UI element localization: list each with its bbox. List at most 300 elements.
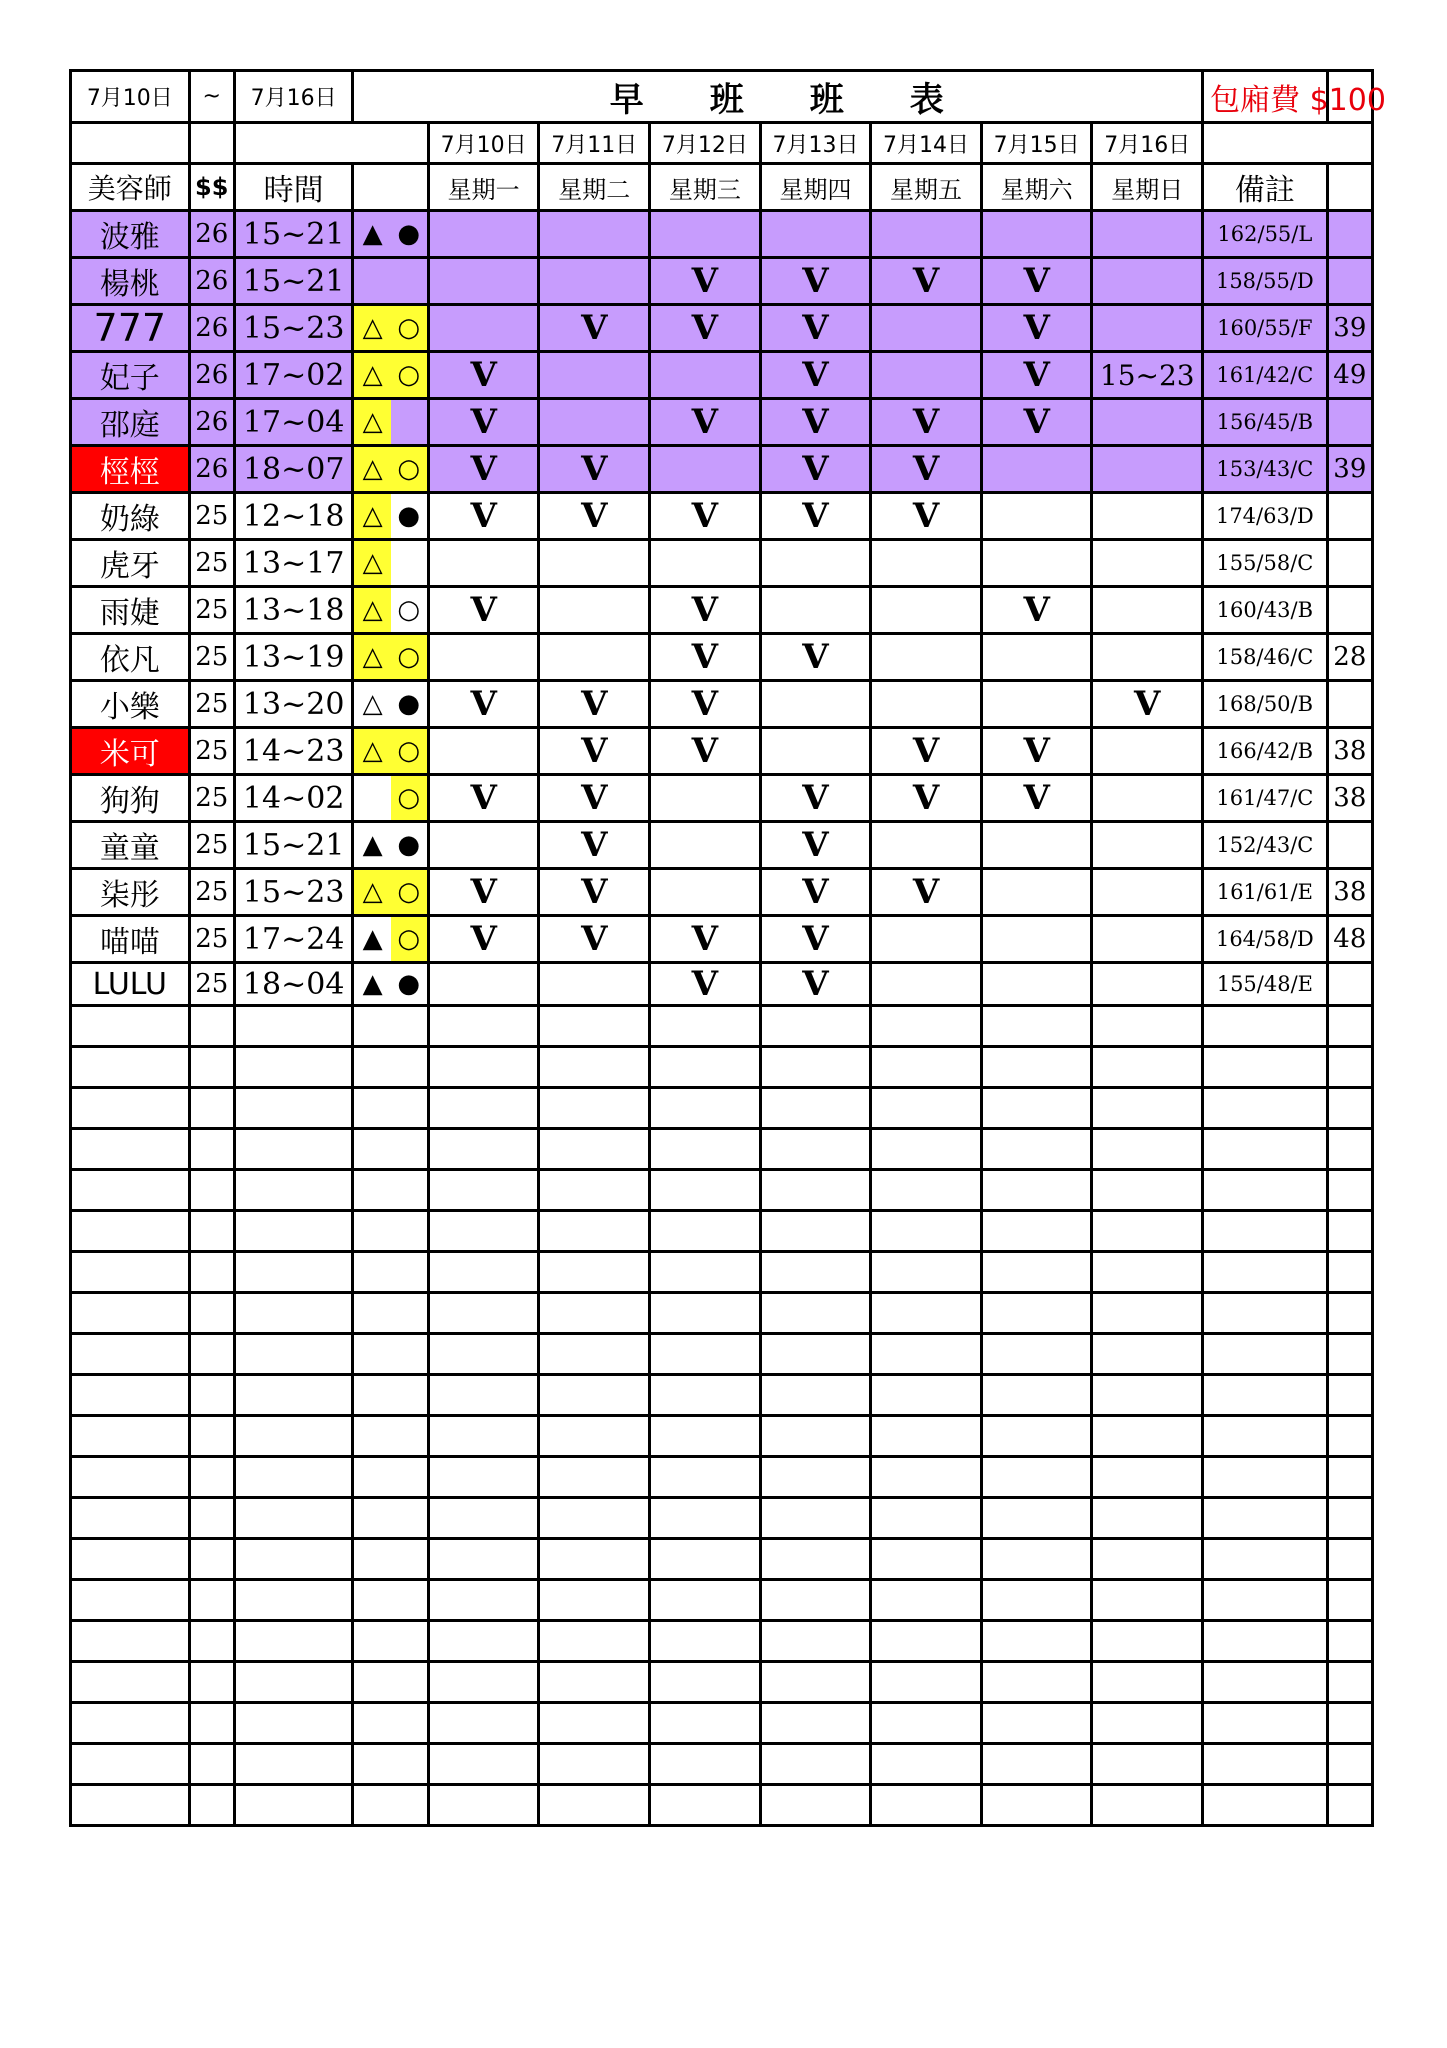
symbol-mark: ○ xyxy=(391,353,427,397)
blank-cell xyxy=(1203,1293,1328,1334)
blank-cell xyxy=(760,1703,871,1744)
blank-cell xyxy=(981,1662,1092,1703)
symbol-mark: ▲ xyxy=(362,969,383,999)
day-mark xyxy=(428,634,539,681)
blank-cell xyxy=(1092,1785,1203,1826)
blank-cell xyxy=(234,1211,353,1252)
table-row xyxy=(71,822,1373,869)
rate-value: 25 xyxy=(189,540,234,587)
extra-value: 38 xyxy=(1327,728,1372,775)
symbol-mark: △ xyxy=(354,306,390,350)
day-mark: V xyxy=(428,775,539,822)
blank-cell xyxy=(189,1539,234,1580)
blank-cell xyxy=(1092,1416,1203,1457)
blank-cell xyxy=(650,1703,761,1744)
blank-cell xyxy=(760,1047,871,1088)
blank-cell xyxy=(650,1621,761,1662)
day-mark xyxy=(650,775,761,822)
day-mark: V xyxy=(871,775,982,822)
blank-cell xyxy=(353,164,428,211)
blank-cell xyxy=(871,1170,982,1211)
day-mark xyxy=(981,963,1092,1006)
blank-cell xyxy=(650,1457,761,1498)
day-mark: V xyxy=(871,493,982,540)
symbol-mark: △ xyxy=(354,870,390,914)
blank-cell xyxy=(234,1703,353,1744)
blank-cell xyxy=(1203,1252,1328,1293)
day-mark: V xyxy=(760,258,871,305)
blank-cell xyxy=(1327,1375,1372,1416)
blank-cell xyxy=(760,1580,871,1621)
blank-cell xyxy=(1327,1744,1372,1785)
blank-cell xyxy=(981,1211,1092,1252)
day-mark: V xyxy=(981,587,1092,634)
empty-row xyxy=(71,1703,1373,1744)
blank-cell xyxy=(234,1088,353,1129)
symbol-mark: △ xyxy=(362,689,383,719)
blank-cell xyxy=(71,1416,190,1457)
blank-cell xyxy=(760,1006,871,1047)
blank-cell xyxy=(353,1703,428,1744)
day-mark: V xyxy=(760,869,871,916)
day-mark xyxy=(1092,728,1203,775)
empty-row xyxy=(71,1252,1373,1293)
day-mark: V xyxy=(871,258,982,305)
blank-cell xyxy=(353,1047,428,1088)
blank-cell xyxy=(760,1621,871,1662)
blank-cell xyxy=(353,1744,428,1785)
blank-cell xyxy=(234,1457,353,1498)
day-mark xyxy=(871,352,982,399)
blank-cell xyxy=(539,1580,650,1621)
symbol-cell xyxy=(353,305,428,352)
day-mark: V xyxy=(981,352,1092,399)
blank-cell xyxy=(1327,1785,1372,1826)
blank-cell xyxy=(760,1785,871,1826)
empty-row xyxy=(71,1416,1373,1457)
blank-cell xyxy=(871,1211,982,1252)
blank-cell xyxy=(71,1334,190,1375)
day-mark xyxy=(871,916,982,963)
day-mark xyxy=(981,446,1092,493)
day-mark: V xyxy=(871,869,982,916)
day-mark xyxy=(981,634,1092,681)
symbol-mark: ○ xyxy=(391,306,427,350)
blank-cell xyxy=(1203,1047,1328,1088)
day-mark: V xyxy=(760,963,871,1006)
blank-cell xyxy=(189,1293,234,1334)
blank-cell xyxy=(871,1375,982,1416)
blank-cell xyxy=(981,1785,1092,1826)
title-char: 班 xyxy=(709,80,746,120)
blank-cell xyxy=(981,1580,1092,1621)
beautician-name: 777 xyxy=(71,305,190,352)
beautician-name: 柒彤 xyxy=(71,869,190,916)
table-row xyxy=(71,681,1373,728)
blank-cell xyxy=(760,1662,871,1703)
day-mark xyxy=(760,540,871,587)
table-row xyxy=(71,352,1373,399)
day-mark: V xyxy=(760,399,871,446)
blank-cell xyxy=(1327,1170,1372,1211)
shift-time: 18~04 xyxy=(234,963,353,1006)
blank-cell xyxy=(234,1293,353,1334)
column-header-beautician: 美容師 xyxy=(71,164,190,211)
empty-row xyxy=(71,1744,1373,1785)
note-value: 160/43/B xyxy=(1203,587,1328,634)
day-mark xyxy=(981,540,1092,587)
blank-cell xyxy=(1092,1703,1203,1744)
blank-cell xyxy=(71,1703,190,1744)
blank-cell xyxy=(353,1539,428,1580)
day-mark xyxy=(428,258,539,305)
schedule-table xyxy=(69,69,1386,1827)
blank-cell xyxy=(71,1293,190,1334)
shift-time: 13~17 xyxy=(234,540,353,587)
blank-cell xyxy=(1092,1088,1203,1129)
day-mark: V xyxy=(871,728,982,775)
blank-cell xyxy=(1092,1334,1203,1375)
day-mark xyxy=(981,681,1092,728)
blank-cell xyxy=(760,1334,871,1375)
blank-cell xyxy=(981,1457,1092,1498)
shift-time: 12~18 xyxy=(234,493,353,540)
blank-cell xyxy=(234,1416,353,1457)
blank-cell xyxy=(353,1375,428,1416)
blank-cell xyxy=(353,1211,428,1252)
note-value: 158/46/C xyxy=(1203,634,1328,681)
blank-cell xyxy=(428,1170,539,1211)
blank-cell xyxy=(539,1170,650,1211)
symbol-mark: ▲ xyxy=(362,219,383,249)
table-row xyxy=(71,493,1373,540)
rate-value: 26 xyxy=(189,258,234,305)
day-mark xyxy=(1092,587,1203,634)
title-char: 早 xyxy=(609,80,646,120)
blank-cell xyxy=(1092,1498,1203,1539)
empty-row xyxy=(71,1375,1373,1416)
shift-time: 14~02 xyxy=(234,775,353,822)
table-row xyxy=(71,446,1373,493)
day-mark xyxy=(428,728,539,775)
blank-cell xyxy=(428,1088,539,1129)
day-mark xyxy=(650,352,761,399)
symbol-mark: ○ xyxy=(391,729,427,773)
symbol-mark: ● xyxy=(397,219,421,249)
day-mark xyxy=(428,822,539,869)
blank-cell xyxy=(1203,1211,1328,1252)
blank-cell xyxy=(71,1211,190,1252)
day-mark: V xyxy=(650,728,761,775)
blank-cell xyxy=(871,1252,982,1293)
symbol-mark: ● xyxy=(397,830,421,860)
blank-cell xyxy=(1203,1580,1328,1621)
shift-time: 17~24 xyxy=(234,916,353,963)
rate-value: 25 xyxy=(189,822,234,869)
blank-cell xyxy=(189,1047,234,1088)
blank-cell xyxy=(871,1539,982,1580)
blank-cell xyxy=(871,1334,982,1375)
blank-cell xyxy=(71,123,190,164)
day-mark xyxy=(539,587,650,634)
blank-cell xyxy=(1327,1252,1372,1293)
blank-cell xyxy=(981,1252,1092,1293)
blank-cell xyxy=(1203,1662,1328,1703)
blank-cell xyxy=(1327,164,1372,211)
beautician-name: 狗狗 xyxy=(71,775,190,822)
day-mark xyxy=(1092,963,1203,1006)
beautician-name: 妃子 xyxy=(71,352,190,399)
empty-row xyxy=(71,1580,1373,1621)
day-mark xyxy=(650,211,761,258)
blank-cell xyxy=(1203,1744,1328,1785)
empty-row xyxy=(71,1088,1373,1129)
beautician-name: 虎牙 xyxy=(71,540,190,587)
symbol-cell xyxy=(353,728,428,775)
blank-cell xyxy=(71,1006,190,1047)
blank-cell xyxy=(871,1662,982,1703)
blank-cell xyxy=(871,1744,982,1785)
day-mark: V xyxy=(760,916,871,963)
day-mark: V xyxy=(539,728,650,775)
blank-cell xyxy=(760,1211,871,1252)
day-mark xyxy=(1092,258,1203,305)
day-mark xyxy=(539,399,650,446)
blank-cell xyxy=(1327,1129,1372,1170)
blank-cell xyxy=(1203,1621,1328,1662)
blank-cell xyxy=(539,1662,650,1703)
rate-value: 25 xyxy=(189,775,234,822)
blank-cell xyxy=(871,1498,982,1539)
day-mark: V xyxy=(650,399,761,446)
symbol-mark: ○ xyxy=(397,595,421,625)
day-mark xyxy=(650,540,761,587)
extra-value: 39 xyxy=(1327,446,1372,493)
symbol-cell xyxy=(353,446,428,493)
day-date: 7月11日 xyxy=(539,123,650,164)
extra-value xyxy=(1327,493,1372,540)
symbol-cell xyxy=(353,493,428,540)
blank-cell xyxy=(539,1498,650,1539)
note-value: 153/43/C xyxy=(1203,446,1328,493)
day-weekday: 星期六 xyxy=(981,164,1092,211)
blank-cell xyxy=(189,1580,234,1621)
symbol-mark: ○ xyxy=(391,917,427,961)
day-mark xyxy=(428,305,539,352)
note-value: 161/42/C xyxy=(1203,352,1328,399)
blank-cell xyxy=(71,1252,190,1293)
empty-row xyxy=(71,1662,1373,1703)
blank-cell xyxy=(189,1211,234,1252)
symbol-mark xyxy=(391,541,427,585)
symbol-mark: ○ xyxy=(391,776,427,820)
blank-cell xyxy=(353,1785,428,1826)
blank-cell xyxy=(353,1457,428,1498)
blank-cell xyxy=(981,1539,1092,1580)
symbol-cell xyxy=(353,634,428,681)
blank-cell xyxy=(981,1744,1092,1785)
blank-cell xyxy=(981,1703,1092,1744)
blank-cell xyxy=(1327,1621,1372,1662)
blank-cell xyxy=(71,1375,190,1416)
blank-cell xyxy=(189,1088,234,1129)
day-mark: V xyxy=(650,587,761,634)
blank-cell xyxy=(871,1416,982,1457)
table-row xyxy=(71,305,1373,352)
blank-cell xyxy=(1203,1457,1328,1498)
symbol-mark: ○ xyxy=(391,447,427,491)
rate-value: 25 xyxy=(189,869,234,916)
blank-cell xyxy=(760,1129,871,1170)
blank-cell xyxy=(539,1047,650,1088)
symbol-cell xyxy=(353,822,428,869)
symbol-mark: ▲ xyxy=(362,924,383,954)
empty-row xyxy=(71,1785,1373,1826)
day-mark xyxy=(871,587,982,634)
blank-cell xyxy=(981,1416,1092,1457)
blank-cell xyxy=(1327,1211,1372,1252)
day-date: 7月15日 xyxy=(981,123,1092,164)
table-row xyxy=(71,399,1373,446)
blank-cell xyxy=(981,1129,1092,1170)
day-mark: V xyxy=(539,775,650,822)
blank-cell xyxy=(650,1662,761,1703)
table-row xyxy=(71,775,1373,822)
day-mark: V xyxy=(539,916,650,963)
blank-cell xyxy=(539,1293,650,1334)
blank-cell xyxy=(189,1785,234,1826)
note-value: 155/58/C xyxy=(1203,540,1328,587)
beautician-name: 桱桱 xyxy=(71,446,190,493)
extra-value xyxy=(1327,587,1372,634)
day-weekday: 星期一 xyxy=(428,164,539,211)
day-date: 7月13日 xyxy=(760,123,871,164)
symbol-mark xyxy=(354,259,390,303)
shift-time: 13~18 xyxy=(234,587,353,634)
blank-cell xyxy=(1327,1580,1372,1621)
blank-cell xyxy=(539,1539,650,1580)
day-weekday: 星期四 xyxy=(760,164,871,211)
symbol-mark: ● xyxy=(397,969,421,999)
day-mark xyxy=(1092,446,1203,493)
blank-cell xyxy=(981,1375,1092,1416)
blank-cell xyxy=(71,1580,190,1621)
blank-cell xyxy=(1327,1088,1372,1129)
day-mark: V xyxy=(539,681,650,728)
extra-value xyxy=(1327,211,1372,258)
blank-cell xyxy=(71,1498,190,1539)
blank-cell xyxy=(234,1621,353,1662)
blank-cell xyxy=(353,1170,428,1211)
symbol-cell xyxy=(353,399,428,446)
blank-cell xyxy=(71,1621,190,1662)
blank-cell xyxy=(871,1785,982,1826)
blank-cell xyxy=(1092,1293,1203,1334)
blank-cell xyxy=(981,1498,1092,1539)
empty-row xyxy=(71,1211,1373,1252)
shift-time: 15~21 xyxy=(234,211,353,258)
symbol-cell xyxy=(353,352,428,399)
day-mark: 15~23 xyxy=(1092,352,1203,399)
blank-cell xyxy=(760,1252,871,1293)
symbol-mark: △ xyxy=(354,635,390,679)
empty-row xyxy=(71,1457,1373,1498)
day-weekday: 星期五 xyxy=(871,164,982,211)
blank-cell xyxy=(1203,123,1373,164)
beautician-name: 依凡 xyxy=(71,634,190,681)
blank-cell xyxy=(428,1211,539,1252)
table-row xyxy=(71,869,1373,916)
day-mark: V xyxy=(981,728,1092,775)
blank-cell xyxy=(189,1744,234,1785)
column-header-row xyxy=(71,164,1373,211)
day-mark: V xyxy=(760,446,871,493)
shift-time: 17~04 xyxy=(234,399,353,446)
symbol-mark: △ xyxy=(354,541,390,585)
blank-cell xyxy=(428,1129,539,1170)
day-mark: V xyxy=(981,775,1092,822)
blank-cell xyxy=(650,1252,761,1293)
blank-cell xyxy=(539,1006,650,1047)
day-mark: V xyxy=(650,258,761,305)
note-value: 152/43/C xyxy=(1203,822,1328,869)
symbol-mark xyxy=(354,776,390,820)
blank-cell xyxy=(539,1457,650,1498)
symbol-mark xyxy=(391,259,427,303)
blank-cell xyxy=(871,1580,982,1621)
blank-cell xyxy=(189,1252,234,1293)
blank-cell xyxy=(650,1170,761,1211)
day-mark xyxy=(760,211,871,258)
blank-cell xyxy=(189,1170,234,1211)
blank-cell xyxy=(871,1047,982,1088)
blank-cell xyxy=(981,1088,1092,1129)
rate-value: 25 xyxy=(189,963,234,1006)
day-mark: V xyxy=(760,634,871,681)
blank-cell xyxy=(71,1088,190,1129)
beautician-name: 喵喵 xyxy=(71,916,190,963)
blank-cell xyxy=(428,1416,539,1457)
symbol-cell xyxy=(353,916,428,963)
blank-cell xyxy=(234,1334,353,1375)
symbol-mark: △ xyxy=(354,400,390,444)
blank-cell xyxy=(189,1457,234,1498)
day-mark: V xyxy=(428,352,539,399)
shift-time: 13~19 xyxy=(234,634,353,681)
blank-cell xyxy=(981,1334,1092,1375)
symbol-mark: ▲ xyxy=(362,830,383,860)
blank-cell xyxy=(1092,1170,1203,1211)
blank-cell xyxy=(871,1457,982,1498)
blank-cell xyxy=(1092,1457,1203,1498)
blank-cell xyxy=(650,1047,761,1088)
table-row xyxy=(71,728,1373,775)
title-row xyxy=(71,71,1373,123)
blank-cell xyxy=(428,1662,539,1703)
symbol-cell xyxy=(353,681,428,728)
extra-value: 39 xyxy=(1327,305,1372,352)
blank-cell xyxy=(650,1375,761,1416)
blank-cell xyxy=(428,1252,539,1293)
blank-cell xyxy=(1203,1703,1328,1744)
day-mark: V xyxy=(428,869,539,916)
table-row xyxy=(71,540,1373,587)
day-mark xyxy=(539,963,650,1006)
note-value: 161/47/C xyxy=(1203,775,1328,822)
day-mark xyxy=(650,869,761,916)
date-range-tilde: ~ xyxy=(189,71,234,123)
blank-cell xyxy=(539,1211,650,1252)
